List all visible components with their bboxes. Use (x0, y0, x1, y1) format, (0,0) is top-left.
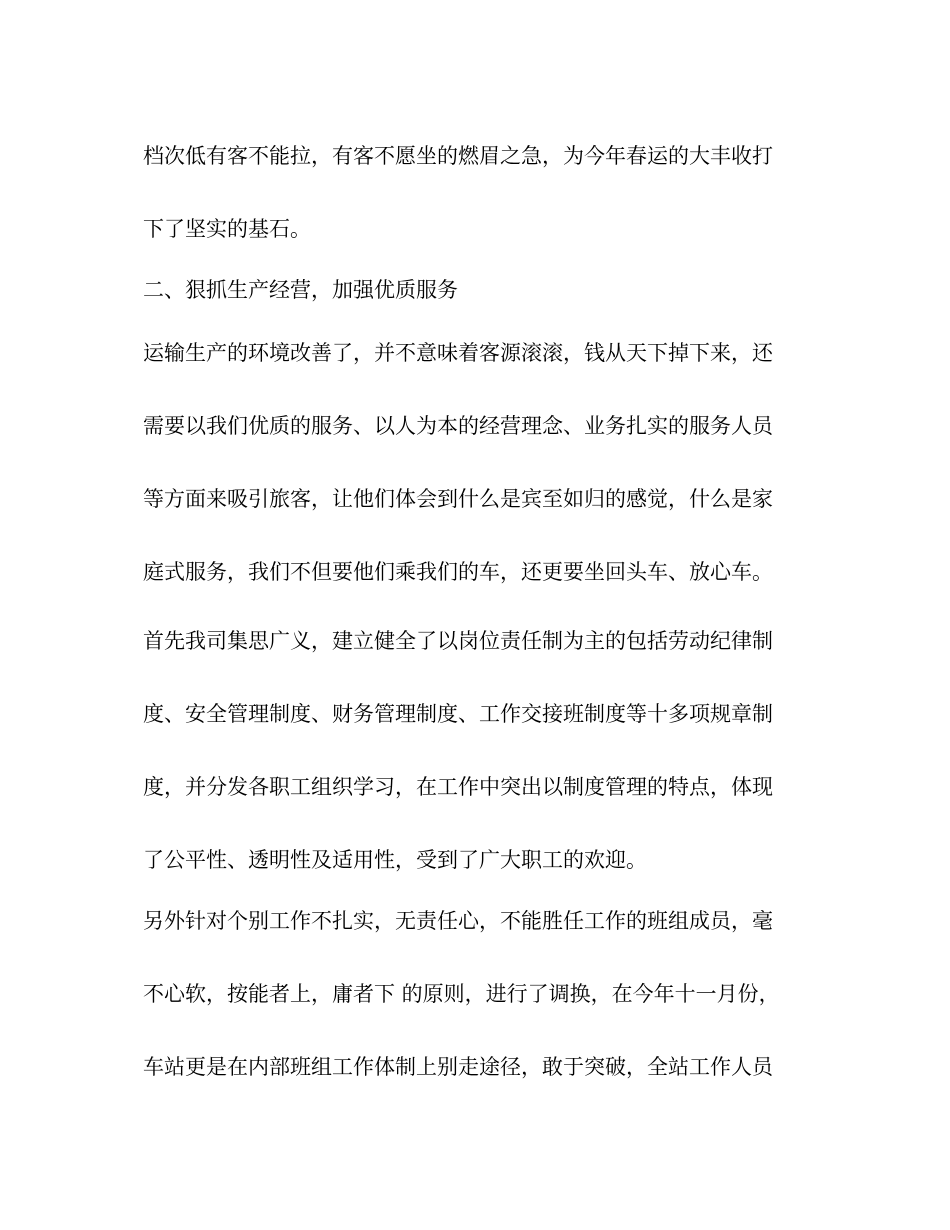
paragraph-line: 度、安全管理制度、财务管理制度、工作交接班制度等十多项规章制 (143, 702, 773, 726)
paragraph-line: 下了坚实的基石。 (143, 217, 311, 241)
paragraph-line: 了公平性、透明性及适用性，受到了广大职工的欢迎。 (143, 848, 647, 872)
paragraph-line: 度，并分发各职工组织学习，在工作中突出以制度管理的特点，体现 (143, 775, 773, 799)
paragraph-line: 车站更是在内部班组工作体制上别走途径，敢于突破，全站工作人员 (143, 1055, 773, 1079)
paragraph-line: 庭式服务，我们不但要他们乘我们的车，还更要坐回头车、放心车。 (143, 560, 773, 584)
paragraph-line: 不心软，按能者上，庸者下 的原则，进行了调换，在今年十一月份， (143, 982, 780, 1006)
paragraph-line: 等方面来吸引旅客，让他们体会到什么是宾至如归的感觉，什么是家 (143, 487, 773, 511)
paragraph-line: 另外针对个别工作不扎实，无责任心，不能胜任工作的班组成员，毫 (143, 909, 773, 933)
paragraph-line: 运输生产的环境改善了，并不意味着客源滚滚，钱从天下掉下来，还 (143, 341, 773, 365)
section-heading: 二、狠抓生产经营，加强优质服务 (143, 278, 458, 302)
paragraph-line: 首先我司集思广义，建立健全了以岗位责任制为主的包括劳动纪律制 (143, 629, 773, 653)
paragraph-line: 档次低有客不能拉，有客不愿坐的燃眉之急，为今年春运的大丰收打 (143, 144, 773, 168)
paragraph-line: 需要以我们优质的服务、以人为本的经营理念、业务扎实的服务人员 (143, 414, 773, 438)
